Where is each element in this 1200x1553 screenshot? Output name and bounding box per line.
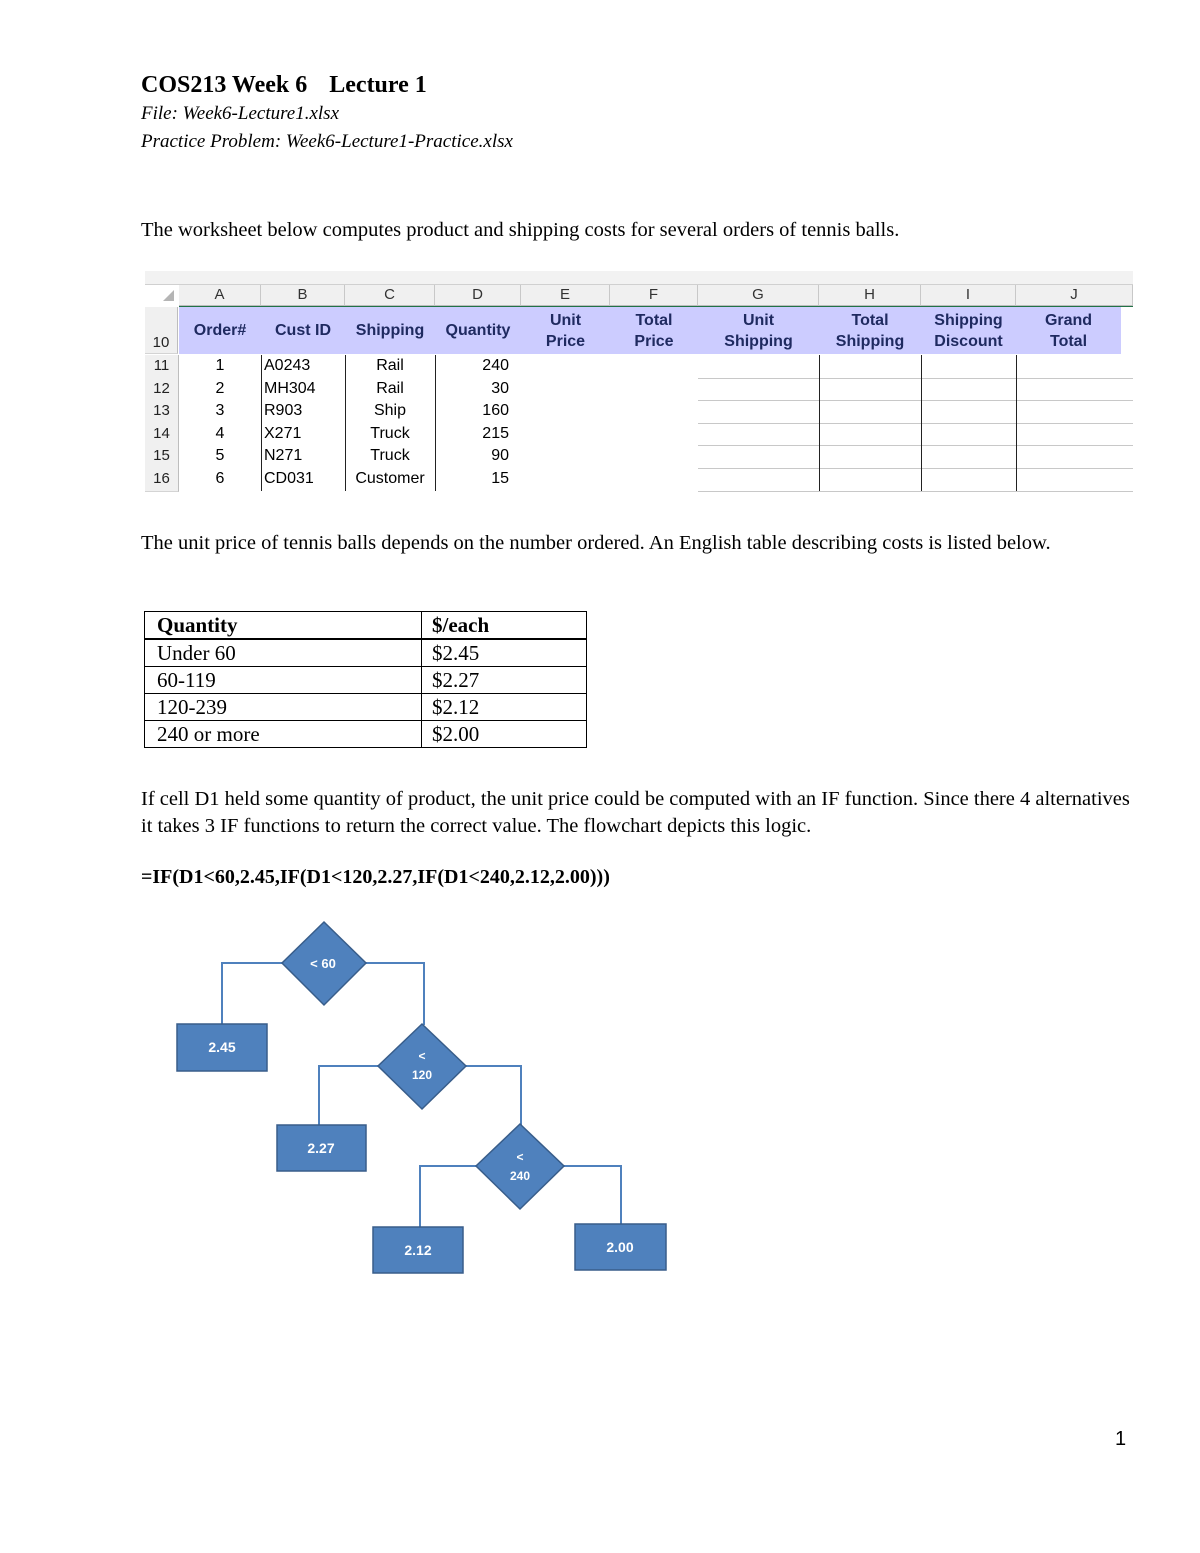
result-label: 2.12	[404, 1242, 432, 1258]
connector-line	[466, 1066, 521, 1125]
row-header: 13	[145, 400, 179, 424]
intro-paragraph: The worksheet below computes product and shipping costs for several orders of tennis balls.	[141, 219, 900, 241]
quantity-cell: 240	[482, 357, 509, 374]
price-quantity: 240 or more	[145, 721, 422, 748]
order-cell: 4	[215, 424, 225, 442]
shipping-cell: Rail	[376, 357, 404, 374]
column-header: F	[610, 285, 698, 306]
price-quantity: 120-239	[145, 694, 422, 721]
decision-label: <	[516, 1150, 524, 1164]
price-value: $2.45	[422, 639, 587, 667]
price-header-each: $/each	[422, 612, 587, 640]
order-cell: 2	[215, 379, 225, 397]
shipping-cell: Customer	[355, 470, 425, 487]
custid-cell: X271	[264, 424, 302, 442]
column-title-line: Shipping	[835, 332, 905, 350]
result-label: 2.27	[307, 1140, 335, 1156]
price-value: $2.12	[422, 694, 587, 721]
column-title-line: Order#	[193, 322, 247, 339]
connector-line	[222, 963, 282, 1024]
if-function-paragraph: If cell D1 held some quantity of product, the unit price could be computed with an IF function. Since there 4 alternatives it takes 3 IF functions to return the correct value. The flowchart depicts this logic.	[141, 788, 1130, 837]
quantity-cell: 30	[491, 379, 509, 397]
column-title-line: Discount	[934, 332, 1003, 350]
page-number: 1	[1115, 1428, 1127, 1450]
custid-cell: CD031	[264, 470, 314, 487]
decision-label: 240	[509, 1169, 531, 1183]
column-title-line: Cust ID	[275, 322, 331, 339]
column-header: J	[1016, 285, 1133, 306]
decision-label: < 60	[310, 956, 336, 971]
practice-problem: Practice Problem: Week6-Lecture1-Practice.xlsx	[141, 131, 513, 152]
column-title-line: Unit	[549, 311, 582, 329]
connector-line	[319, 1066, 378, 1125]
connector-line	[366, 963, 424, 1025]
shipping-cell: Rail	[376, 379, 404, 397]
order-cell: 5	[215, 447, 225, 465]
column-header: E	[521, 285, 610, 306]
row-header: 14	[145, 423, 179, 447]
row-header: 11	[145, 355, 179, 379]
decision-diamond	[476, 1124, 564, 1209]
custid-cell: R903	[264, 402, 303, 420]
file-name: File: Week6-Lecture1.xlsx	[141, 103, 340, 124]
column-header: G	[698, 285, 819, 306]
column-title-line: Price	[545, 332, 586, 350]
shipping-cell: Truck	[370, 424, 410, 442]
quantity-cell: 215	[482, 424, 509, 442]
price-value: $2.00	[422, 721, 587, 748]
column-title-line: Total	[851, 311, 889, 329]
row-header: 10	[145, 307, 178, 354]
column-header: I	[921, 285, 1016, 306]
connector-line	[420, 1166, 476, 1227]
shipping-cell: Ship	[373, 402, 407, 420]
order-cell: 1	[215, 357, 225, 374]
flowchart-shapes	[177, 922, 666, 1273]
nested-if-formula: =IF(D1<60,2.45,IF(D1<120,2.27,IF(D1<240,2.12,2.00)))	[141, 866, 610, 888]
price-value: $2.27	[422, 667, 587, 694]
column-title-line: Grand	[1044, 311, 1093, 329]
shipping-cell: Truck	[370, 447, 410, 465]
connector-line	[564, 1166, 621, 1224]
column-header: H	[819, 285, 921, 306]
order-cell: 3	[215, 402, 225, 420]
quantity-cell: 160	[482, 402, 509, 420]
column-title-line: Total	[635, 311, 673, 329]
title-lecture: Lecture 1	[329, 72, 427, 98]
custid-cell: N271	[264, 447, 303, 465]
result-label: 2.00	[606, 1239, 634, 1255]
column-title-line: Unit	[742, 311, 775, 329]
row-header: 12	[145, 378, 179, 402]
price-quantity: 60-119	[145, 667, 422, 694]
decision-diamond	[378, 1024, 466, 1109]
quantity-cell: 90	[491, 447, 509, 465]
result-label: 2.45	[208, 1039, 236, 1055]
column-title-line: Shipping	[934, 311, 1003, 329]
column-title-line: Shipping	[724, 332, 793, 350]
custid-cell: A0243	[264, 357, 311, 374]
column-title-line: Total	[1049, 332, 1088, 350]
title-course: COS213 Week 6	[141, 72, 308, 98]
column-title-line: Quantity	[445, 322, 511, 339]
unit-price-paragraph: The unit price of tennis balls depends on the number ordered. An English table describing costs is listed below.	[141, 532, 1051, 554]
custid-cell: MH304	[264, 379, 316, 397]
price-quantity: Under 60	[145, 639, 422, 667]
column-header: B	[261, 285, 345, 306]
column-title-line: Price	[634, 332, 674, 350]
price-header-quantity: Quantity	[145, 612, 422, 640]
column-header: D	[435, 285, 521, 306]
row-header: 16	[145, 468, 179, 492]
quantity-cell: 15	[491, 470, 509, 487]
column-title-line: Shipping	[355, 322, 425, 339]
order-cell: 6	[215, 470, 225, 487]
decision-label: 120	[411, 1068, 433, 1082]
row-header: 15	[145, 445, 179, 469]
column-header: C	[345, 285, 435, 306]
column-header: A	[179, 285, 261, 306]
decision-label: <	[418, 1049, 426, 1063]
